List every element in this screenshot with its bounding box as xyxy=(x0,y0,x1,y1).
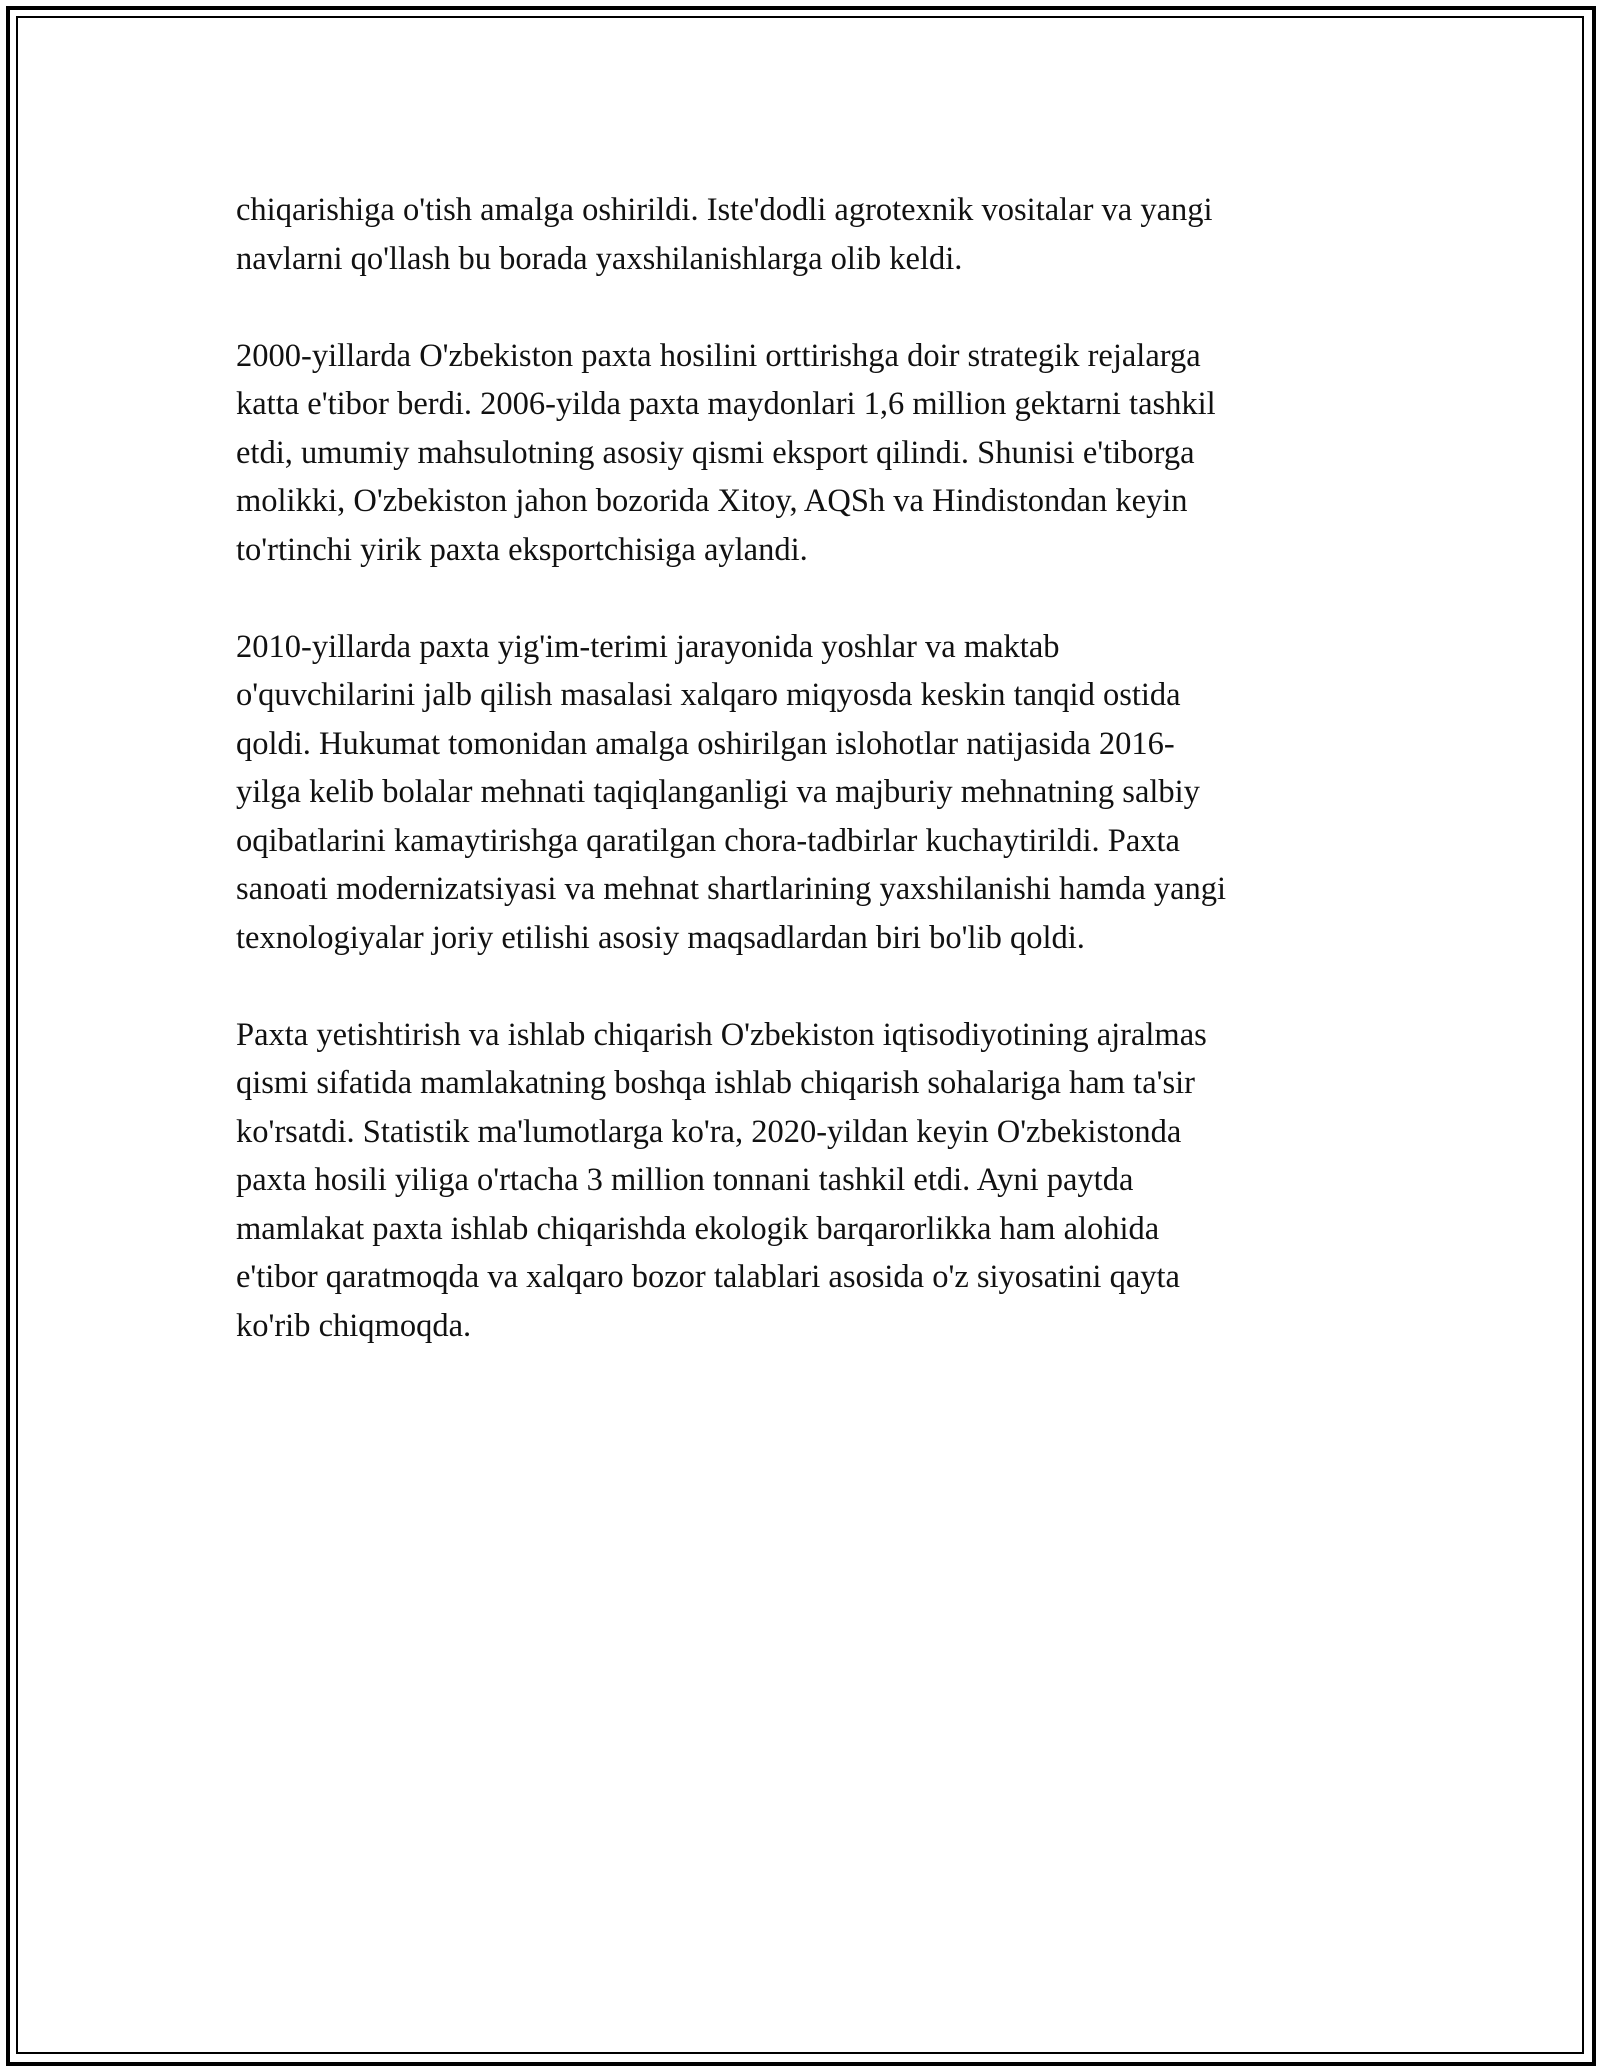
paragraph-1: chiqarishiga o'tish amalga oshirildi. Iste'dodli agrotexnik vositalar va yangi navlarni qo'llash bu borada yaxshilanishlarga olib keldi. xyxy=(236,192,1213,277)
document-body xyxy=(236,186,1366,1399)
paragraph-4: Paxta yetishtirish va ishlab chiqarish O'zbekiston iqtisodiyotining ajralmas qismi sifatida mamlakatning boshqa ishlab chiqarish sohalariga ham ta'sir ko'rsatdi. Statistik ma'lumotlarga ko'ra, 2020-yildan keyin O'zbekistonda paxta hosili yiliga o'rtacha 3 million tonnani tashkil etdi. Ayni paytda mamlakat paxta ishlab chiqarishda ekologik barqarorlikka ham alohida e'tibor qaratmoqda va xalqaro bozor talablari asosida o'z siyosatini qayta ko'rib chiqmoqda. xyxy=(236,1016,1207,1344)
paragraph-3: 2010-yillarda paxta yig'im-terimi jarayonida yoshlar va maktab o'quvchilarini jalb qilish masalasi xalqaro miqyosda keskin tanqid ostida qoldi. Hukumat tomonidan amalga oshirilgan islohotlar natijasida 2016- yilga kelib bolalar mehnati taqiqlanganligi va majburiy mehnatning salbiy oqibatlarini kamaytirishga qaratilgan chora-tadbirlar kuchaytirildi. Paxta sanoati modernizatsiyasi va mehnat shartlarining yaxshilanishi hamda yangi texnologiyalar joriy etilishi asosiy maqsadlardan biri bo'lib qoldi. xyxy=(236,628,1227,956)
paragraph-2: 2000-yillarda O'zbekiston paxta hosilini orttirishga doir strategik rejalarga katta e'tibor berdi. 2006-yilda paxta maydonlari 1,6 million gektarni tashkil etdi, umumiy mahsulotning asosiy qismi eksport qilindi. Shunisi e'tiborga molikki, O'zbekiston jahon bozorida Xitoy, AQSh va Hindistondan keyin to'rtinchi yirik paxta eksportchisiga aylandi. xyxy=(236,337,1216,568)
